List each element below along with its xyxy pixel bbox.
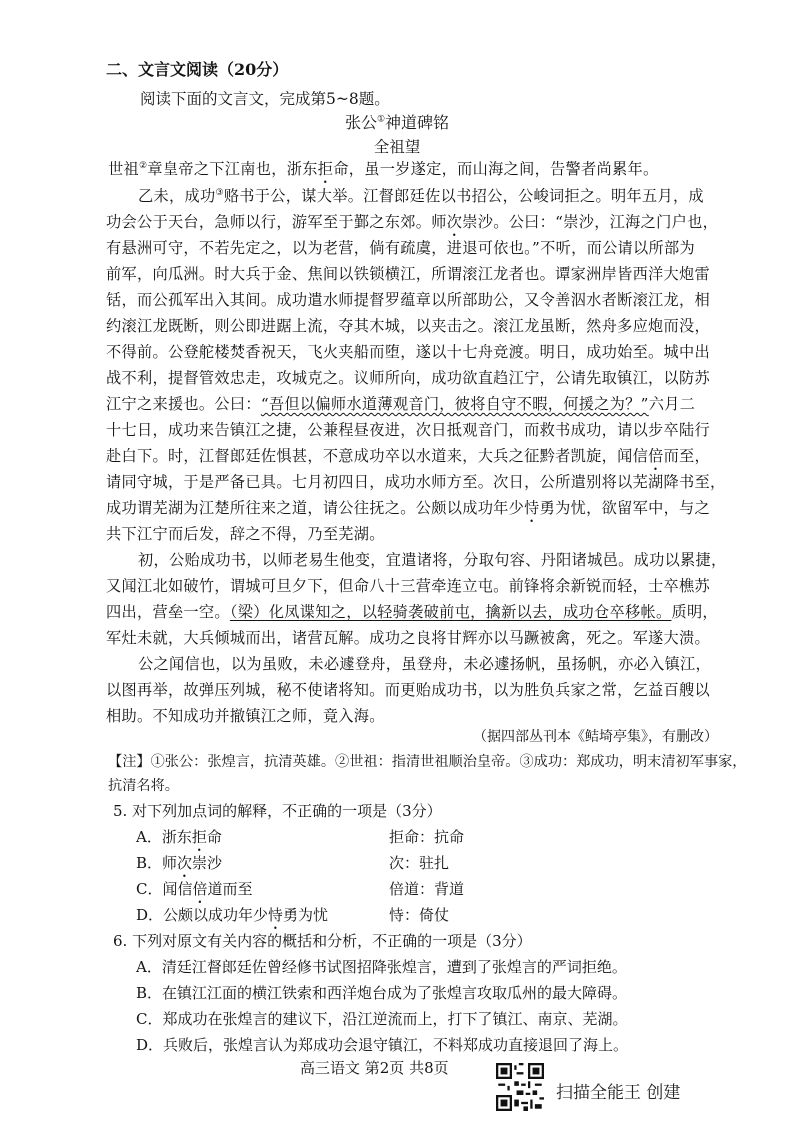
passage-line: 江宁之来援也。公曰：“吾但以偏师水道薄观音门，彼将自守不暇，何援之为？”六月二 [106,395,696,413]
passage-title: 张公①神道碑铭 [344,113,450,132]
q6-option-a: A．清廷江督郎廷佐曾经修书试图招降张煌言，遭到了张煌言的严词拒绝。 [136,958,627,976]
passage-line: 战不利，提督管效忠走，攻城克之。议师所向，成功欲直趋江宁，公请先取镇江，以防苏 [106,369,711,387]
passage-line: 功会公于天台，急师以行，游军至于鄞之东郊。师次崇沙。公曰：“崇沙，江海之门户也， [106,213,719,231]
passage-line: 赴白下。时，江督郎廷佐惧甚，不意成功卒以水道来，大兵之征黔者凯旋，闻信倍而至， [106,447,711,465]
passage-line: 初，公贻成功书，以师老易生他变，宜遣诸将，分取句容、丹阳诸城邑。成功以累捷， [138,551,727,569]
q5-option-a: A．浙东拒命 [136,828,222,846]
passage-line: 乙未，成功③赂书于公，谋大举。江督郎廷佐以书招公，公峻词拒之。明年五月，成 [138,187,704,205]
passage-author: 全祖望 [373,138,421,156]
passage-line: 相助。不知成功并撤镇江之师，竟入海。 [106,707,385,725]
notes-line: 【注】①张公：张煌言，抗清英雄。②世祖：指清世祖顺治皇帝。③成功：郑成功，明末清初军事家， [108,754,747,770]
passage-line: 前军，向瓜洲。时大兵于金、焦间以铁锁横江，所谓滚江龙者也。谭家洲岸皆西洋大炮雷 [106,265,711,283]
page-footer: 高三语文 第2页 共8页 [300,1059,449,1077]
section-title: 二、文言文阅读（20分） [106,60,289,79]
question-6-stem: 6. 下列对原文有关内容的概括和分析，不正确的一项是（3分） [113,932,532,950]
q5-option-b-gloss: 次：驻扎 [389,854,450,872]
passage-line: 共下江宁而后发，辞之不得，乃至芜湖。 [106,525,385,543]
passage-line: 有悬洲可守，不若先定之，以为老营，倘有疏虞，进退可依也。”不听，而公请以所部为 [106,239,695,257]
passage-line: 请同守城，于是严备已具。七月初四日，成功水师方至。次日，公所遣别将以芜湖降书至， [106,473,726,491]
passage-line: 世祖②章皇帝之下江南也，浙东拒命，虽一岁遂定，而山海之间，告警者尚累年。 [108,160,659,178]
q5-option-d: D．公颇以成功年少恃勇为忧 [136,906,329,924]
q6-option-b: B．在镇江江面的横江铁索和西洋炮台成为了张煌言攻取瓜州的最大障碍。 [136,984,628,1002]
passage-line: 四出，营垒一空。（梁）化凤谍知之，以轻骑袭破前屯，擒新以去，成功仓卒移帐。质明， [106,603,718,621]
passage-line: 以图再举，故弹压列城，秘不使诸将知。而更贻成功书，以为胜负兵家之常，乞益百艘以 [106,681,711,699]
passage-source: （据四部丛刊本《鲒埼亭集》，有删改） [473,729,718,745]
notes-line: 抗清名将。 [108,778,179,794]
passage-line: 成功谓芜湖为江楚所往来之道，请公往抚之。公颇以成功年少恃勇为忧，欲留军中，与之 [106,499,711,517]
passage-line: 公之闻信也，以为虽败，未必遽登舟，虽登舟，未必遽扬帆，虽扬帆，亦必入镇江， [138,655,712,673]
passage-line: 铦，而公孤军出入其间。成功遣水师提督罗蕴章以所部助公，又令善泅水者断滚江龙，相 [106,291,711,309]
q5-option-b: B．师次崇沙 [136,854,223,872]
passage-line: 十七日，成功来告镇江之捷，公兼程昼夜进，次日抵观音门，而救书成功，请以步卒陆行 [106,421,711,439]
instruction: 阅读下面的文言文，完成第5~8题。 [140,90,390,108]
q6-option-d: D．兵败后，张煌言认为郑成功会退守镇江，不料郑成功直接退回了海上。 [136,1036,629,1054]
q5-option-c: C．闻信倍道而至 [136,880,253,898]
question-5-stem: 5. 对下列加点词的解释，不正确的一项是（3分） [113,802,442,820]
passage-line: 约滚江龙既断，则公即进踞上流，夺其木城，以夹击之。滚江龙虽断，然舟多应炮而没， [106,317,711,335]
q6-option-c: C．郑成功在张煌言的建议下，沿江逆流而上，打下了镇江、南京、芜湖。 [136,1010,628,1028]
q5-option-c-gloss: 倍道：背道 [389,880,465,898]
passage-line: 不得前。公登舵楼焚香祝天，飞火夹船而堕，遂以十七舟竞渡。明日，成功始至。城中出 [106,343,711,361]
passage-line: 又闻江北如破竹，谓城可旦夕下，但命八十三营牵连立屯。前锋将余新锐而轻，士卒樵苏 [106,577,711,595]
qr-code-icon [496,1063,544,1111]
q5-option-d-gloss: 恃：倚仗 [389,906,450,924]
q5-option-a-gloss: 拒命：抗命 [389,828,465,846]
passage-line: 军灶未就，大兵倾城而出，诸营瓦解。成功之良将甘辉亦以马蹶被禽，死之。军遂大溃。 [106,629,711,647]
scanner-watermark: 扫描全能王 创建 [556,1083,681,1103]
